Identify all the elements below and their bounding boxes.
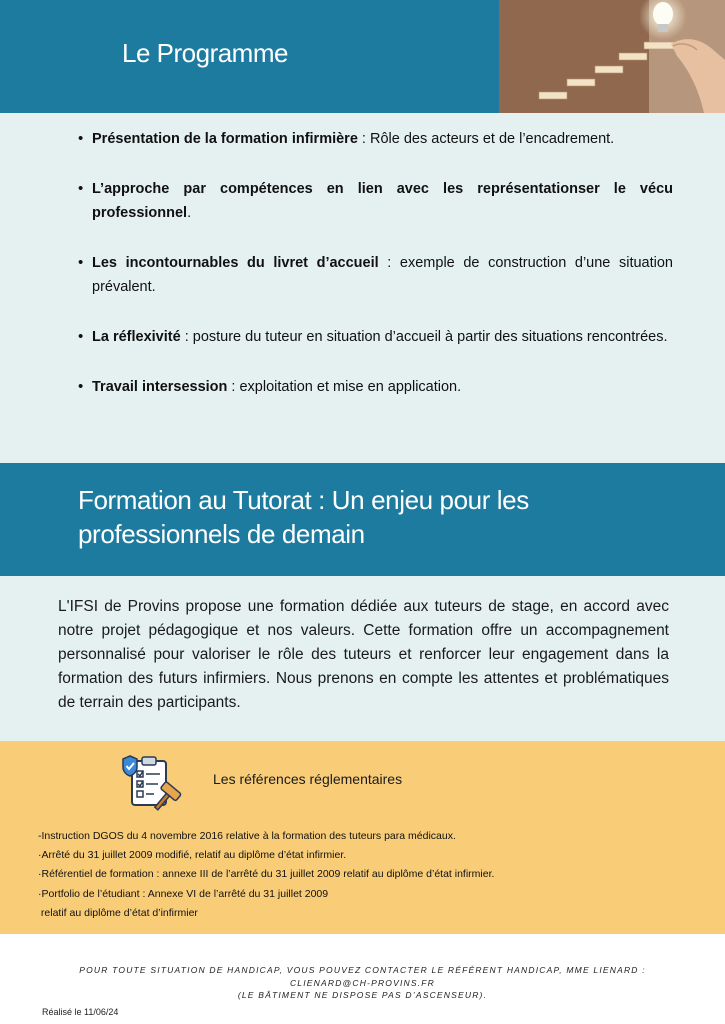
intro-section bbox=[0, 576, 725, 741]
section-title: Formation au Tutorat : Un enjeu pour les professionnels de demain bbox=[78, 485, 529, 549]
reference-line: ·Arrêté du 31 juillet 2009 modifié, relatif au diplôme d’état infirmier. bbox=[38, 849, 347, 862]
list-item bbox=[78, 251, 673, 299]
item-heading: Les incontournables du livret d’accueil bbox=[92, 255, 379, 271]
item-heading: La réflexivité bbox=[92, 329, 181, 345]
lightbulb-icon bbox=[653, 2, 673, 26]
program-list bbox=[78, 127, 673, 425]
footer-notice bbox=[0, 964, 725, 1002]
item-text: : exemple de construction d’une situation prévalent. bbox=[92, 255, 673, 295]
creation-date: Réalisé le 11/06/24 bbox=[42, 1007, 119, 1017]
list-item bbox=[78, 325, 673, 349]
references-list bbox=[38, 827, 698, 923]
item-text: : Rôle des acteurs et de l’encadrement. bbox=[357, 131, 615, 147]
checklist-gavel-icon bbox=[118, 753, 182, 813]
list-item bbox=[78, 177, 673, 225]
reference-line: relatif au diplôme d’état d’infirmier bbox=[38, 906, 198, 919]
header-banner bbox=[0, 0, 725, 113]
section-banner bbox=[0, 463, 725, 576]
intro-paragraph: L'IFSI de Provins propose une formation dédiée aux tuteurs de stage, en accord avec notre projet pédagogique et nos valeurs. Cette formation offre un accompagnement personnalisé pour valoriser le rôle des tuteurs et renforcer leur engagement dans la formation des futurs infirmiers. Nous prenons en compte les attentes et problématiques de terrain des participants. bbox=[58, 598, 669, 711]
references-section bbox=[0, 741, 725, 934]
item-heading: Travail intersession bbox=[92, 379, 228, 395]
page-title: Le Programme bbox=[122, 38, 288, 68]
footer-email: CLIENARD@CH-PROVINS.FR bbox=[289, 977, 436, 988]
program-section bbox=[0, 113, 725, 463]
item-text: . bbox=[187, 205, 192, 221]
item-text: : posture du tuteur en situation d’accueil à partir des situations rencontrées. bbox=[180, 329, 668, 345]
list-item bbox=[78, 375, 673, 399]
reference-line: -Instruction DGOS du 4 novembre 2016 relative à la formation des tuteurs para médicaux. bbox=[38, 830, 456, 842]
item-heading: L’approche par compétences en lien avec les représentationser le vécu professionnel bbox=[92, 181, 673, 221]
reference-line: ·Référentiel de formation : annexe III de l’arrêté du 31 juillet 2009 relatif au diplôme d’état infirmier. bbox=[38, 868, 495, 881]
references-title: Les références réglementaires bbox=[213, 771, 403, 787]
header-photo bbox=[499, 0, 725, 113]
footer-line: (LE BÂTIMENT NE DISPOSE PAS D’ASCENSEUR). bbox=[237, 990, 488, 1000]
list-item bbox=[78, 127, 673, 151]
footer-line: POUR TOUTE SITUATION DE HANDICAP, VOUS POUVEZ CONTACTER LE RÉFÉRENT HANDICAP, MME LIENARD : bbox=[79, 965, 646, 975]
item-text: : exploitation et mise en application. bbox=[227, 379, 462, 395]
reference-line: ·Portfolio de l’étudiant : Annexe VI de l’arrêté du 31 juillet 2009 bbox=[38, 887, 329, 900]
stairs-lightbulb-illustration bbox=[499, 0, 725, 113]
item-heading: Présentation de la formation infirmière bbox=[92, 131, 358, 147]
